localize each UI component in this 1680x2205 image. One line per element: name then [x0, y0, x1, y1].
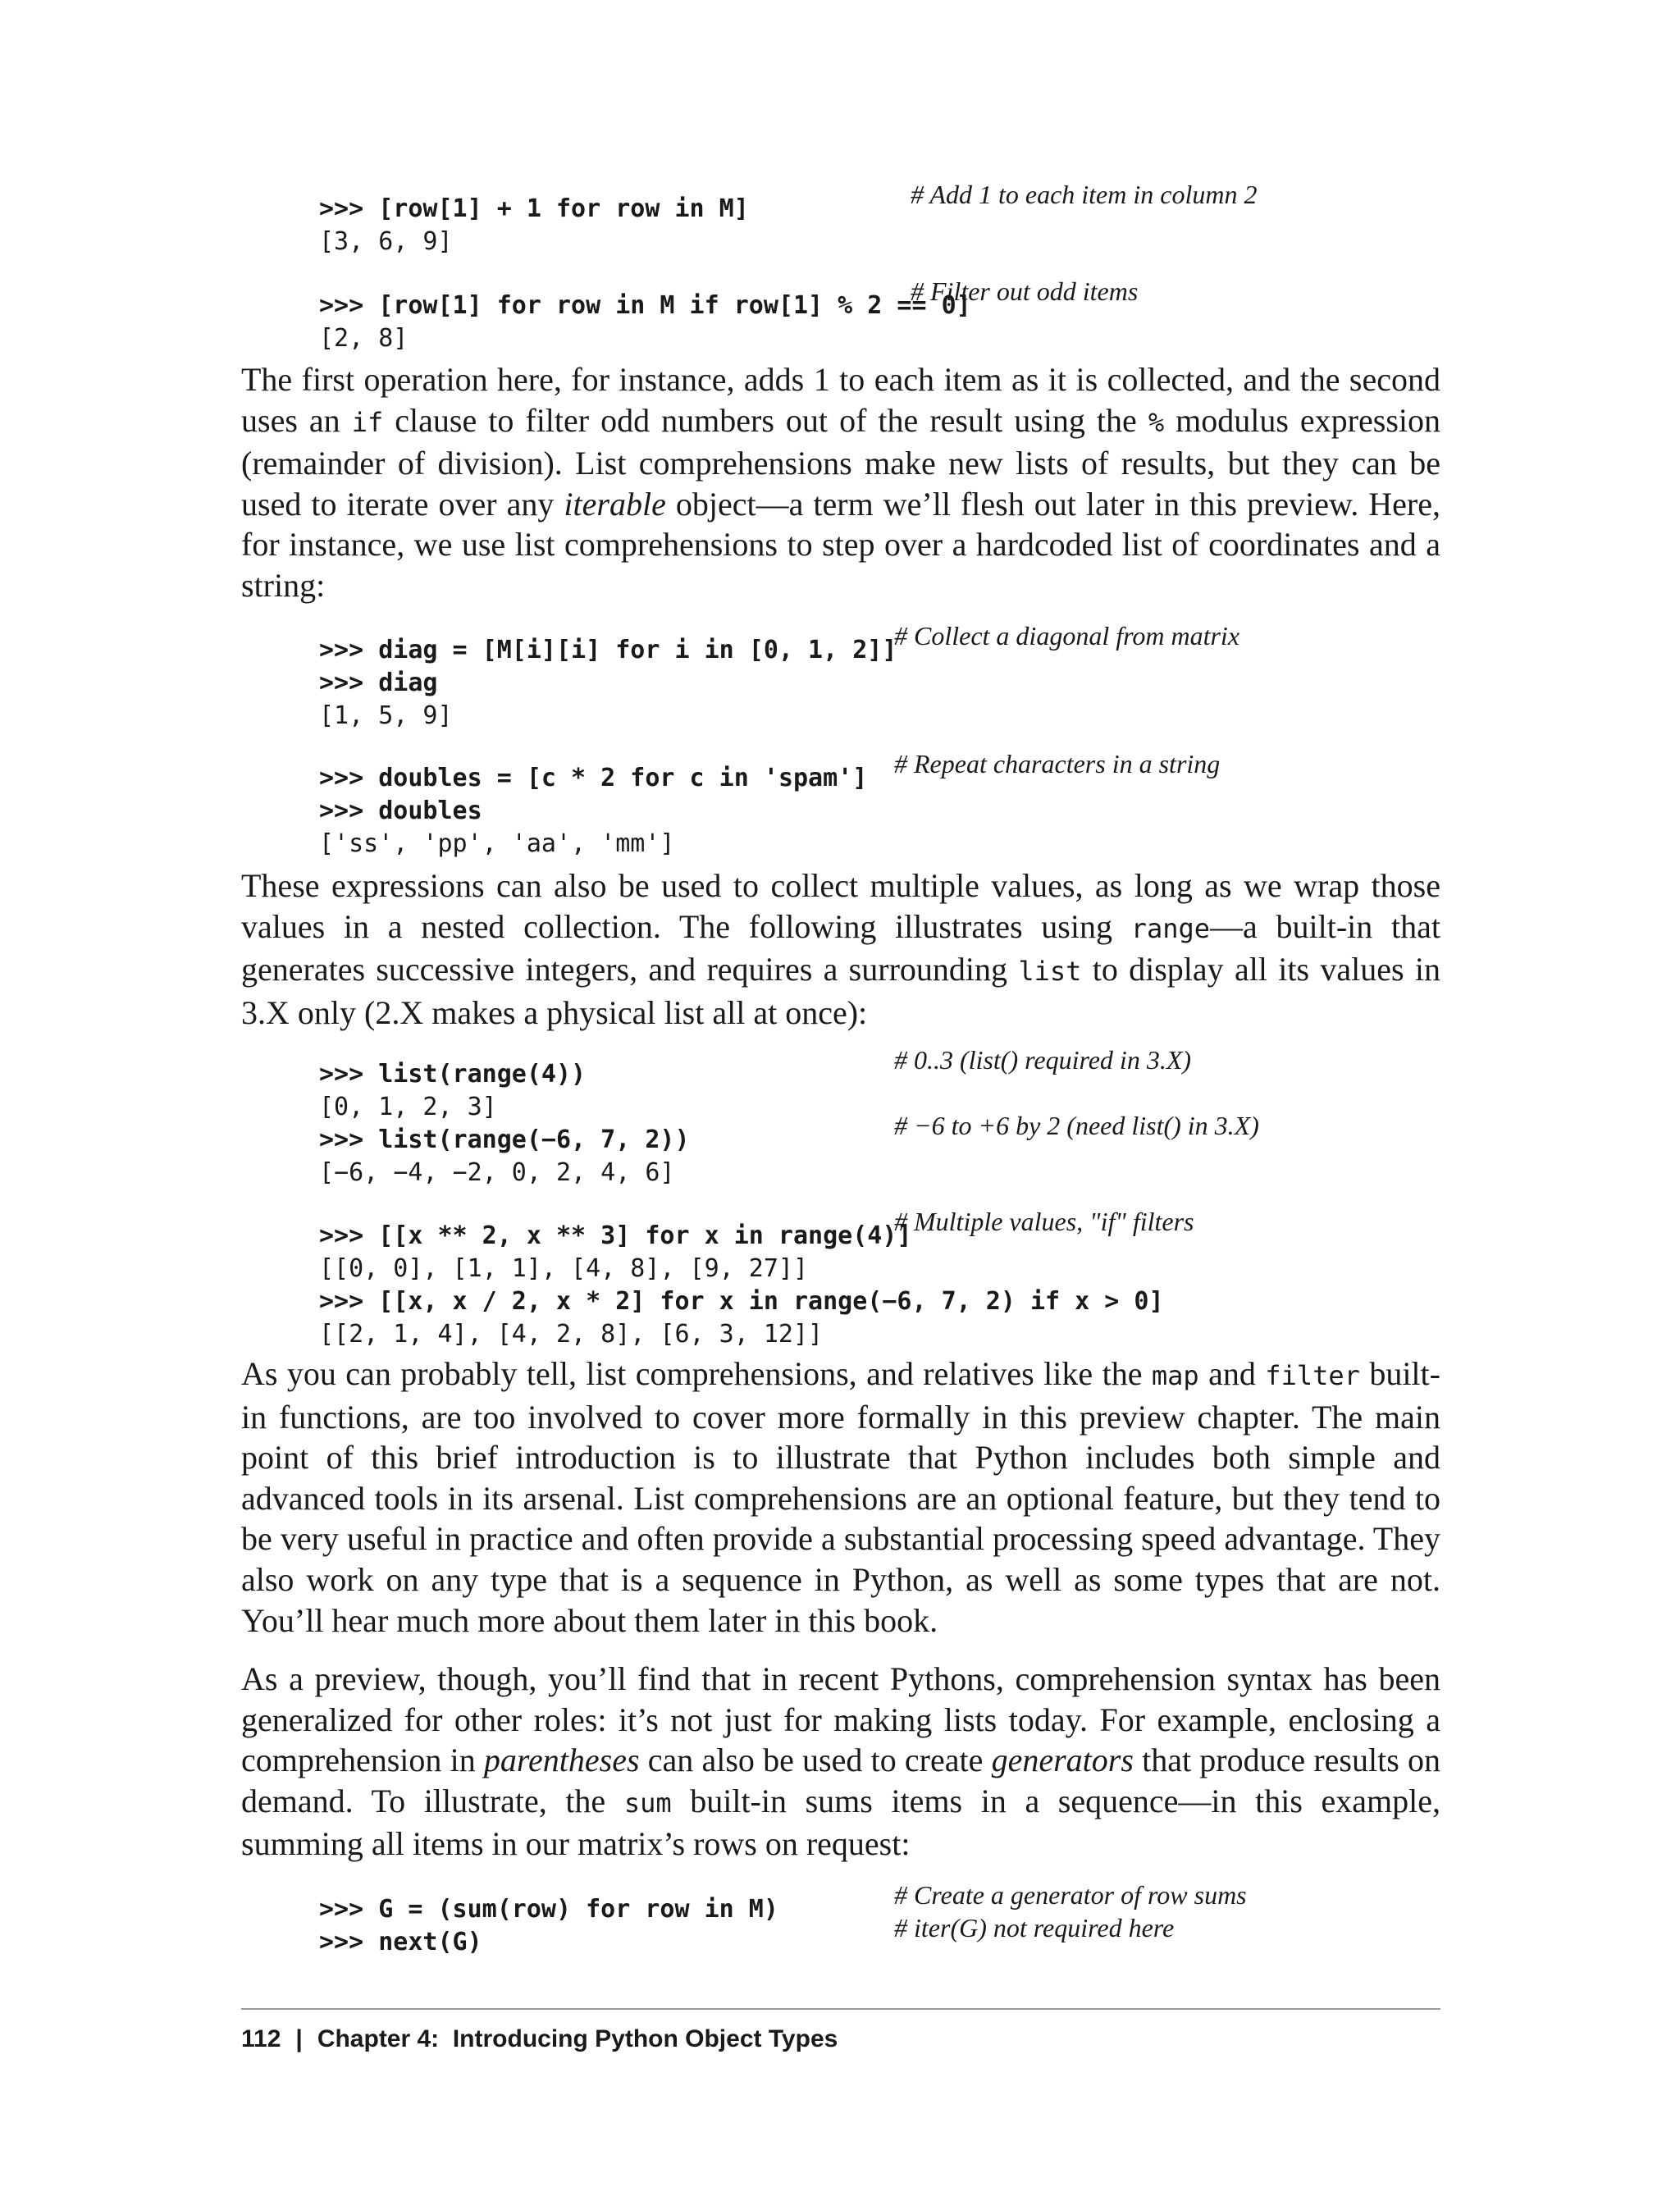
code-input: >>> [row[1] + 1 for row in M] — [319, 194, 749, 223]
code-output: [[0, 0], [1, 1], [4, 8], [9, 27]] — [319, 1254, 809, 1283]
code-input: >>> diag = [M[i][i] for i in [0, 1, 2]] — [319, 636, 897, 664]
code-input: >>> doubles — [319, 797, 482, 825]
code-line — [299, 1076, 1164, 1121]
footer-separator: | — [295, 2025, 303, 2052]
page-footer — [241, 2023, 838, 2056]
code-input: >>> next(G) — [319, 1928, 482, 1956]
paragraph-text: clause to filter odd numbers out of the result using the — [383, 401, 1148, 439]
inline-code: % — [1148, 406, 1165, 438]
paragraph-text: object—a term we’ll flesh out later in this preview. Here, for instance, we use list comprehensions to step over a hardcoded list of coordinates and a string: — [241, 485, 1441, 604]
emphasized-term: generators — [991, 1742, 1134, 1779]
inline-code: list — [1018, 956, 1082, 988]
code-output: [3, 6, 9] — [319, 227, 453, 256]
code-input: >>> [[x ** 2, x ** 3] for x in range(4)] — [319, 1221, 912, 1250]
code-line — [299, 1879, 1247, 1924]
code-line — [299, 747, 1221, 792]
code-input: >>> [row[1] for row in M if row[1] % 2 == 0] — [319, 291, 971, 320]
code-line — [299, 1911, 1175, 1956]
code-block-2 — [299, 619, 1240, 858]
code-output: [−6, −4, −2, 0, 2, 4, 6] — [319, 1158, 675, 1187]
paragraph-text: built-in sums items in a sequence—in this example, summing all items in our matrix’s rows on request: — [241, 1782, 1440, 1863]
code-comment: # Repeat characters in a string — [894, 749, 1221, 778]
code-comment: # Add 1 to each item in column 2 — [911, 180, 1258, 209]
code-input: >>> G = (sum(row) for row in M) — [319, 1895, 778, 1924]
code-line — [299, 1205, 1194, 1250]
paragraph-text: —a built-in that generates successive integers, and requires a surrounding — [241, 907, 1440, 988]
code-input: >>> list(range(−6, 7, 2)) — [319, 1125, 690, 1154]
paragraph-text: These expressions can also be used to collect multiple values, as long as we wrap those values in a nested collection. The following illustrates using — [241, 867, 1440, 945]
code-comment: # iter(G) not required here — [894, 1913, 1175, 1942]
inline-code: sum — [623, 1787, 672, 1819]
code-line — [299, 813, 897, 858]
inline-code: map — [1151, 1360, 1199, 1391]
code-line — [299, 685, 897, 730]
code-output: [[2, 1, 4], [4, 2, 8], [6, 3, 12]] — [319, 1320, 824, 1349]
body-paragraph-1 — [241, 359, 1440, 606]
code-input: >>> [[x, x / 2, x * 2] for x in range(−6, 7, 2) if x > 0] — [319, 1287, 1164, 1316]
inline-code: filter — [1265, 1360, 1360, 1391]
code-block-3 — [299, 1043, 1259, 1349]
code-comment: # Filter out odd items — [911, 276, 1139, 306]
code-input: >>> list(range(4)) — [319, 1060, 587, 1089]
code-line — [299, 1109, 1259, 1154]
code-line — [299, 211, 971, 256]
emphasized-term: parentheses — [483, 1742, 640, 1779]
inline-code: range — [1130, 912, 1211, 944]
code-line — [299, 652, 897, 697]
code-block-4 — [299, 1879, 1247, 1956]
code-line — [299, 308, 971, 353]
code-line — [299, 619, 1240, 664]
body-paragraph-2 — [241, 865, 1440, 1033]
paragraph-text: can also be used to create — [639, 1742, 992, 1779]
code-block-1 — [299, 178, 1258, 353]
code-line — [299, 1271, 1164, 1316]
code-output: ['ss', 'pp', 'aa', 'mm'] — [319, 829, 675, 858]
code-input: >>> diag — [319, 669, 438, 697]
code-output: [2, 8] — [319, 324, 409, 353]
code-comment: # Collect a diagonal from matrix — [894, 621, 1240, 651]
footer-rule — [241, 2008, 1440, 2010]
code-comment: # Create a generator of row sums — [894, 1880, 1247, 1910]
inline-code: if — [351, 406, 384, 438]
paragraph-text: The first operation here, for instance, adds 1 to each item as it is collected, and the second uses an — [241, 361, 1440, 439]
paragraph-text: As a preview, though, you’ll find that in recent Pythons, comprehension syntax has been generalized for other roles: it’s not just for making lists today. For example, enclosing a comprehension in — [241, 1660, 1440, 1779]
code-output: [1, 5, 9] — [319, 701, 453, 730]
code-line — [299, 1142, 1164, 1187]
paragraph-text: built-in functions, are too involved to cover more formally in this preview chapter. The main point of this brief introduction is to illustrate that Python includes both simple and advanced tools in its arsenal. List comprehensions are an optional feature, but they tend to be very useful in practice and often provide a substantial processing speed advantage. They also work on any type that is a sequence in Python, as well as some types that are not. You’ll hear much more about them later in this book. — [241, 1355, 1440, 1639]
code-line — [299, 178, 1258, 223]
chapter-title: Chapter 4: Introducing Python Object Types — [317, 2025, 838, 2052]
paragraph-text: and — [1198, 1355, 1266, 1392]
code-line — [299, 1043, 1192, 1089]
paragraph-text: As you can probably tell, list comprehensions, and relatives like the — [241, 1355, 1152, 1392]
code-line — [299, 275, 1139, 320]
paragraph-text: modulus expression (remainder of division). List comprehensions make new lists of results, but they can be used to iterate over any — [241, 401, 1440, 523]
body-paragraph-4 — [241, 1659, 1440, 1865]
code-input: >>> doubles = [c * 2 for c in 'spam'] — [319, 764, 868, 792]
code-comment: # −6 to +6 by 2 (need list() in 3.X) — [894, 1111, 1259, 1140]
page-number: 112 — [241, 2025, 281, 2052]
paragraph-text: to display all its values in 3.X only (2.X makes a physical list all at once): — [241, 951, 1441, 1031]
body-paragraph-3 — [241, 1354, 1440, 1641]
code-output: [0, 1, 2, 3] — [319, 1093, 497, 1121]
code-line — [299, 1303, 1164, 1349]
emphasized-term: iterable — [564, 485, 666, 523]
paragraph-text: that produce results on demand. To illustrate, the — [241, 1742, 1440, 1819]
code-line — [299, 1238, 1164, 1283]
code-comment: # 0..3 (list() required in 3.X) — [894, 1045, 1192, 1075]
code-line — [299, 780, 897, 825]
code-comment: # Multiple values, "if" filters — [894, 1207, 1194, 1236]
